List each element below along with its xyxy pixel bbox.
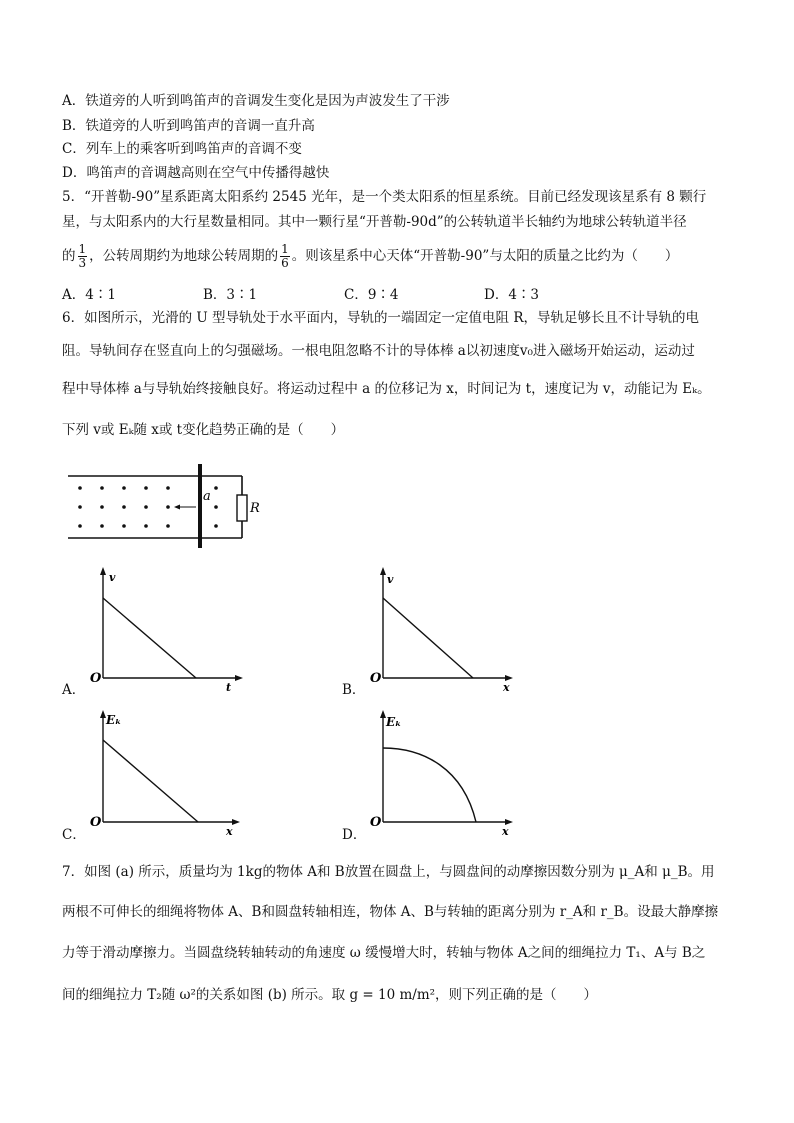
q5-option-b: B．3∶1: [203, 287, 258, 303]
velocity-arrowhead: [174, 505, 180, 510]
graph-a: [88, 565, 248, 695]
graph-b-y-label: v: [387, 573, 394, 586]
resistor-label: R: [250, 501, 260, 516]
magnetic-field-dots: [78, 486, 218, 528]
graph-b-y-arrow: [380, 567, 386, 575]
graph-a-curve: [103, 598, 196, 678]
q4-option-a: A．铁道旁的人听到鸣笛声的音调发生变化是因为声波发生了干涉: [62, 93, 450, 109]
graph-c-option: C．: [62, 827, 86, 843]
fraction-one-sixth: [280, 243, 290, 270]
q6-line-1: 6．如图所示，光滑的 U 型导轨处于水平面内，导轨的一端固定一定值电阻 R，导轨足够长且不计导轨的电: [62, 310, 700, 326]
graph-a-x-arrow: [235, 675, 243, 681]
graph-a-y-label: v: [109, 571, 116, 584]
rod-label: a: [203, 489, 211, 504]
graph-d-curve: [383, 748, 476, 822]
q7-line-3: 力等于滑动摩擦力。当圆盘绕转轴转动的角速度 ω 缓慢增大时，转轴与物体 A之间的细绳拉力 T₁、A与 B之: [62, 945, 706, 961]
q5-option-a: A．4∶1: [62, 287, 116, 303]
graph-c-x-label: x: [226, 825, 233, 838]
graph-a-origin: O: [90, 671, 102, 686]
q4-option-b: B．铁道旁的人听到鸣笛声的音调一直升高: [62, 118, 315, 134]
fraction-one-third: [78, 243, 88, 270]
graph-a-y-arrow: [100, 567, 106, 575]
q6-line-3: 程中导体棒 a与导轨始终接触良好。将运动过程中 a 的位移记为 x，时间记为 t，速度记为 v，动能记为 Eₖ。: [62, 381, 711, 397]
q5-line-3-post: 。则该星系中心天体“开普勒-90”与太阳的质量之比约为（ ）: [291, 248, 679, 264]
graph-c-y-label: Eₖ: [106, 713, 122, 727]
q5-line-3: [62, 236, 678, 276]
fraction-numerator: 1: [281, 242, 289, 256]
graph-b: [368, 565, 528, 695]
q5-line-3-mid: ，公转周期约为地球公转周期的: [89, 248, 279, 264]
graph-c-origin: O: [90, 815, 102, 830]
graph-c-x-arrow: [232, 819, 240, 825]
graph-d-y-label: Eₖ: [386, 715, 402, 729]
graph-d-option: D．: [342, 827, 367, 843]
q6-line-4: 下列 v或 Eₖ随 x或 t变化趋势正确的是（ ）: [62, 422, 345, 438]
fraction-numerator: 1: [78, 242, 87, 256]
q5-line-2: 星，与太阳系内的大行星数量相同。其中一颗行星“开普勒-90d”的公转轨道半长轴约为地球公转轨道半径: [62, 214, 687, 230]
graph-d-origin: O: [370, 815, 382, 830]
q7-line-2: 两根不可伸长的细绳将物体 A、B和圆盘转轴相连，物体 A、B与转轴的距离分别为 r_A和 r_B。设最大静摩擦: [62, 904, 719, 920]
graph-d-x-label: x: [502, 825, 509, 838]
graph-c-curve: [103, 740, 198, 822]
fraction-denominator: 6: [281, 256, 289, 270]
fraction-denominator: 3: [78, 256, 87, 270]
q4-option-d: D．鸣笛声的音调越高则在空气中传播得越快: [62, 165, 330, 181]
q5-option-c: C．9∶4: [344, 287, 399, 303]
q5-line-1: 5．“开普勒-90”星系距离太阳系约 2545 光年，是一个类太阳系的恒星系统。目前已经发现该星系有 8 颗行: [62, 189, 707, 205]
q5-option-d: D．4∶3: [484, 287, 540, 303]
resistor: [237, 495, 247, 521]
graph-a-x-label: t: [226, 681, 232, 694]
rail-field-diagram: [66, 462, 271, 548]
graph-b-origin: O: [370, 671, 382, 686]
graph-b-x-label: x: [503, 681, 510, 694]
q7-line-1: 7．如图 (a) 所示，质量均为 1kg的物体 A和 B放置在圆盘上，与圆盘间的动摩擦因数分别为 μ_A和 μ_B。用: [62, 864, 715, 880]
graph-c: [88, 708, 248, 838]
graph-d: [368, 708, 528, 838]
q5-line-3-pre: 的: [62, 248, 76, 264]
q6-line-2: 阻。导轨间存在竖直向上的匀强磁场。一根电阻忽略不计的导体棒 a以初速度v₀进入磁场开始运动，运动过: [62, 343, 695, 359]
graph-b-option: B．: [342, 682, 366, 698]
q7-line-4: 间的细绳拉力 T₂随 ω²的关系如图 (b) 所示。取 g = 10 m/m²，则下列正确的是（ ）: [62, 987, 598, 1003]
graph-a-option: A．: [62, 682, 86, 698]
graph-b-curve: [383, 598, 473, 678]
q4-option-c: C．列车上的乘客听到鸣笛声的音调不变: [62, 141, 302, 157]
